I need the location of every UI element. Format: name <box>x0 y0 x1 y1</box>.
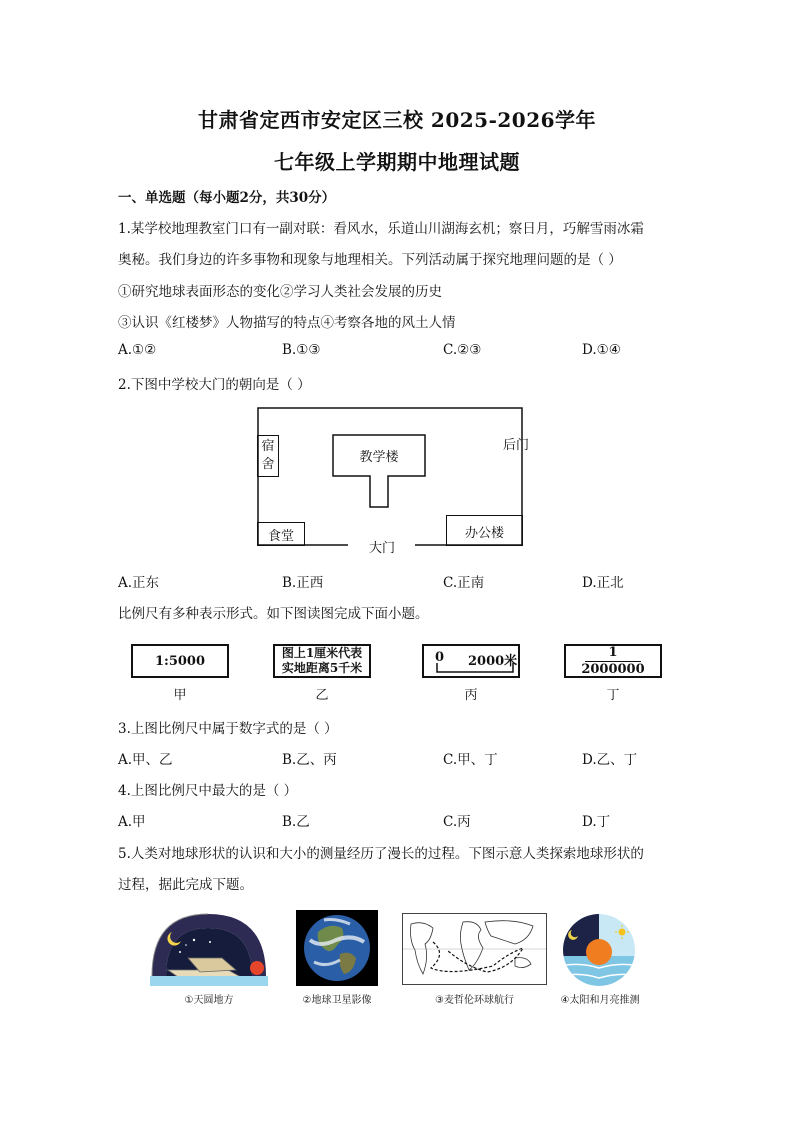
section-heading: 一、单选题（每小题2分，共30分） <box>118 190 336 206</box>
q1-option-a: A.①② <box>118 342 157 358</box>
scale-jia-text: 1:5000 <box>154 653 206 669</box>
scale-ding-numerator: 1 <box>608 644 618 660</box>
q3-option-c: C.甲、丁 <box>443 752 498 768</box>
q2-option-d: D.正北 <box>582 575 624 591</box>
page-subtitle: 七年级上学期期中地理试题 <box>274 150 520 174</box>
earth-globe-icon <box>296 910 378 986</box>
scale-ding <box>564 644 662 678</box>
q1-stem-line1: 1.某学校地理教室门口有一副对联：看风水，乐道山川湖海玄机；察日月，巧解雪雨冰霜 <box>118 221 644 237</box>
q4-stem: 4.上图比例尺中最大的是（ ） <box>118 783 298 799</box>
scale-yi <box>273 644 371 678</box>
main-gate-label: 大门 <box>368 541 395 556</box>
q1-option-c: C.②③ <box>443 342 482 358</box>
scale-bing-label: 丙 <box>464 688 478 703</box>
office-label: 办公楼 <box>464 526 504 541</box>
school-map <box>257 407 530 556</box>
q1-item-line2: ③认识《红楼梦》人物描写的特点④考察各地的风土人情 <box>118 315 456 331</box>
scale-bing-dist: 2000米 <box>468 654 518 669</box>
q4-option-c: C.丙 <box>443 814 471 830</box>
q1-stem-line2: 奥秘。我们身边的许多事物和现象与地理相关。下列活动属于探究地理问题的是（ ） <box>118 252 622 268</box>
page-title: 甘肃省定西市安定区三校 2025-2026学年 <box>197 108 597 132</box>
q3-stem: 3.上图比例尺中属于数字式的是（ ） <box>118 721 338 737</box>
picture-caption-2: ②地球卫星影像 <box>302 995 372 1006</box>
picture-caption-1: ①天圆地方 <box>184 995 234 1006</box>
q1-option-b: B.①③ <box>282 342 321 358</box>
back-gate-label: 后门 <box>503 438 530 453</box>
q5-stem-line1: 5.人类对地球形状的认识和大小的测量经历了漫长的过程。下图示意人类探索地球形状的 <box>118 846 644 862</box>
voyage-map-image <box>402 913 547 985</box>
canteen-label: 食堂 <box>267 529 294 544</box>
scale-yi-line2: 实地距离5千米 <box>281 661 363 675</box>
q3-option-d: D.乙、丁 <box>582 752 638 768</box>
q4-option-d: D.丁 <box>582 814 611 830</box>
sun-moon-illustration <box>560 912 638 988</box>
picture-caption-3: ③麦哲伦环球航行 <box>435 995 514 1006</box>
scale-jia-label: 甲 <box>173 688 187 703</box>
scale-intro: 比例尺有多种表示形式。如下图读图完成下面小题。 <box>118 606 429 622</box>
picture-caption-4: ④太阳和月亮推测 <box>560 995 640 1006</box>
q4-option-a: A.甲 <box>118 814 146 830</box>
q5-stem-line2: 过程，据此完成下题。 <box>118 877 253 893</box>
q1-item-line1: ①研究地球表面形态的变化②学习人类社会发展的历史 <box>118 284 442 300</box>
scale-yi-label: 乙 <box>315 688 329 703</box>
q1-option-d: D.①④ <box>582 342 621 358</box>
scale-ding-label: 丁 <box>606 688 620 703</box>
dorm-label: 宿 舍 <box>261 439 275 472</box>
earth-satellite-image <box>296 910 378 986</box>
scale-ding-denominator: 2000000 <box>581 661 645 677</box>
q4-option-b: B.乙 <box>282 814 310 830</box>
scale-bing-bar <box>436 663 516 675</box>
teaching-building-label: 教学楼 <box>359 450 399 465</box>
q2-option-b: B.正西 <box>282 575 324 591</box>
q2-stem: 2.下图中学校大门的朝向是（ ） <box>118 377 311 393</box>
scale-bing <box>422 644 520 678</box>
scale-jia <box>131 644 229 678</box>
sky-dome-illustration <box>150 912 268 986</box>
scale-yi-line1: 图上1厘米代表 <box>281 646 363 660</box>
scale-bing-zero: 0 <box>435 650 445 665</box>
q2-option-a: A.正东 <box>118 575 160 591</box>
q2-option-c: C.正南 <box>443 575 485 591</box>
world-map-icon <box>403 914 546 984</box>
q3-option-a: A.甲、乙 <box>118 752 173 768</box>
q3-option-b: B.乙、丙 <box>282 752 337 768</box>
